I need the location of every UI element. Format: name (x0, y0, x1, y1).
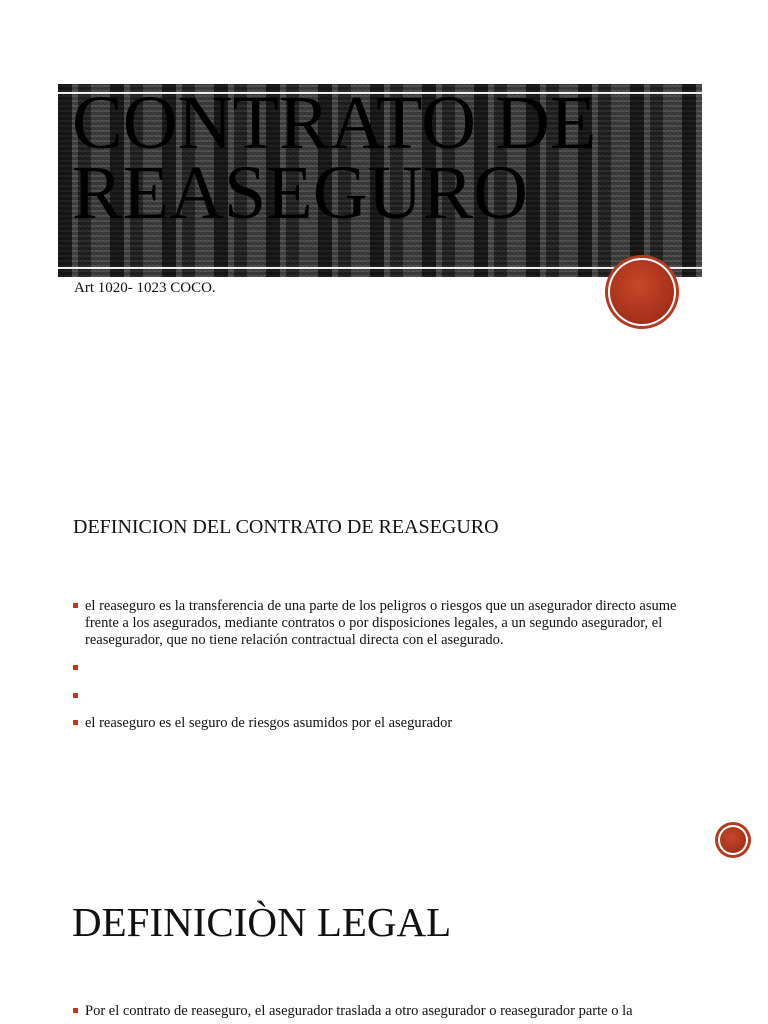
bullet-item: el reaseguro es la transferencia de una parte de los peligros o riesgos que un asegurador directo asume frente a los asegurados, mediante contratos o por disposiciones legales, a un segundo asegurador, el reasegurador, que no tiene relación contractual directa con el asegurado. (73, 598, 703, 660)
bullet-item-empty (73, 660, 703, 688)
slide-legal-definition (0, 870, 768, 1024)
definition-heading: DEFINICION DEL CONTRATO DE REASEGURO (73, 516, 499, 538)
red-circle-decoration-small (718, 825, 748, 855)
bullet-item-empty (73, 688, 703, 715)
slide-title (0, 0, 768, 500)
legal-title: DEFINICIÒN LEGAL (72, 899, 452, 945)
red-circle-decoration (608, 258, 676, 326)
bullet-item: el reaseguro es el seguro de riesgos asumidos por el asegurador (73, 715, 703, 732)
slide-title-text: CONTRATO DE REASEGURO (72, 81, 597, 235)
bullet-item: Por el contrato de reaseguro, el asegurador traslada a otro asegurador o reasegurador parte o la (73, 1003, 703, 1020)
slide-subtitle: Art 1020- 1023 COCO. (74, 280, 216, 296)
legal-bullets (73, 1003, 703, 1020)
band-rule-bottom (58, 267, 702, 269)
slide-definition (0, 500, 768, 870)
definition-bullets (73, 598, 703, 732)
